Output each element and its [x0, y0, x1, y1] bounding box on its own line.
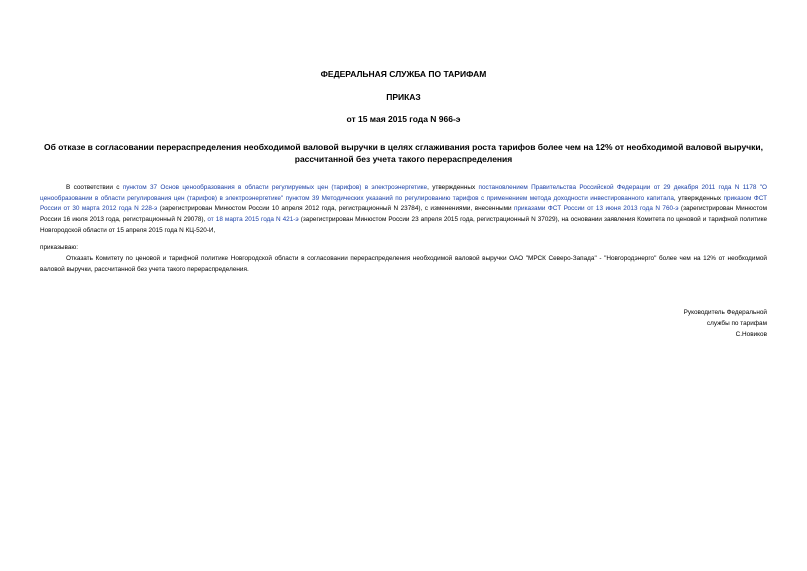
link-government-decree-1178[interactable]: постановлением Правительства Российской Федерации от 29 декабря 2011 года N 1178 "О ценообразовании в области регулирования цен (тарифов) в электроэнергетике"	[40, 184, 768, 202]
signatory-position-line2: службы по тарифам	[706, 320, 767, 328]
agency-name: ФЕДЕРАЛЬНАЯ СЛУЖБА ПО ТАРИФАМ	[320, 69, 487, 79]
preamble-text: , утвержденных	[427, 184, 479, 191]
signatory-position-line1: Руководитель Федеральной	[683, 309, 767, 316]
document-type: ПРИКАЗ	[386, 92, 421, 102]
link-pricing-basics-p37[interactable]: пунктом 37 Основ ценообразования в области регулируемых цен (тарифов) в электроэнергетике	[122, 184, 428, 191]
signatory-name: С.Новиков	[735, 331, 767, 339]
preamble-text: (зарегистрирован Минюстом России 23 апреля 2015 года, регистрационный N 37029), на основании заявления Комитета по ценовой и тарифной политике Новгородской области от 15 апреля 2015 года N КЦ-520-И,	[40, 216, 767, 234]
preamble-text: (зарегистрирован Минюстом России 10 апреля 2012 года, регистрационный N 23784), с изменениями, внесенными	[157, 205, 515, 213]
link-fst-order-228e[interactable]: приказом ФСТ России от 30 марта 2012 года N 228-э	[40, 194, 768, 213]
preamble-text: (зарегистрирован Минюстом России 16 июля 2013 года, регистрационный N 29078),	[40, 205, 767, 224]
document-title: Об отказе в согласовании перераспределения необходимой валовой выручки в целях сглаживания роста тарифов более чем на 12% от необходимой валовой выручки, рассчитанной без учета такого перераспределения	[44, 142, 763, 164]
link-methodical-guidelines-p39[interactable]: пунктом 39 Методических указаний по регулированию тарифов с применением метода доходности инвестированного капитала	[285, 194, 674, 202]
order-word: приказываю:	[40, 244, 78, 251]
signature-block	[640, 307, 767, 341]
preamble-text: , утвержденных	[673, 194, 724, 202]
decision-paragraph: Отказать Комитету по ценовой и тарифной политике Новгородской области в согласовании перераспределения необходимой валовой выручки ОАО "МРСК Северо-Запада" - "Новгородэнерго" более чем на 12% от необходимой валовой выручки, рассчитанной без учета такого перераспределения.	[40, 255, 767, 273]
link-fst-order-421e[interactable]: от 18 марта 2015 года N 421-э	[207, 216, 299, 224]
preamble-paragraph	[40, 183, 767, 237]
preamble-text: В соответствии с	[66, 184, 123, 191]
link-fst-order-760e[interactable]: приказами ФСТ России от 13 июня 2013 года N 760-э	[514, 205, 679, 213]
document-date: от 15 мая 2015 года N 966-э	[346, 114, 461, 124]
